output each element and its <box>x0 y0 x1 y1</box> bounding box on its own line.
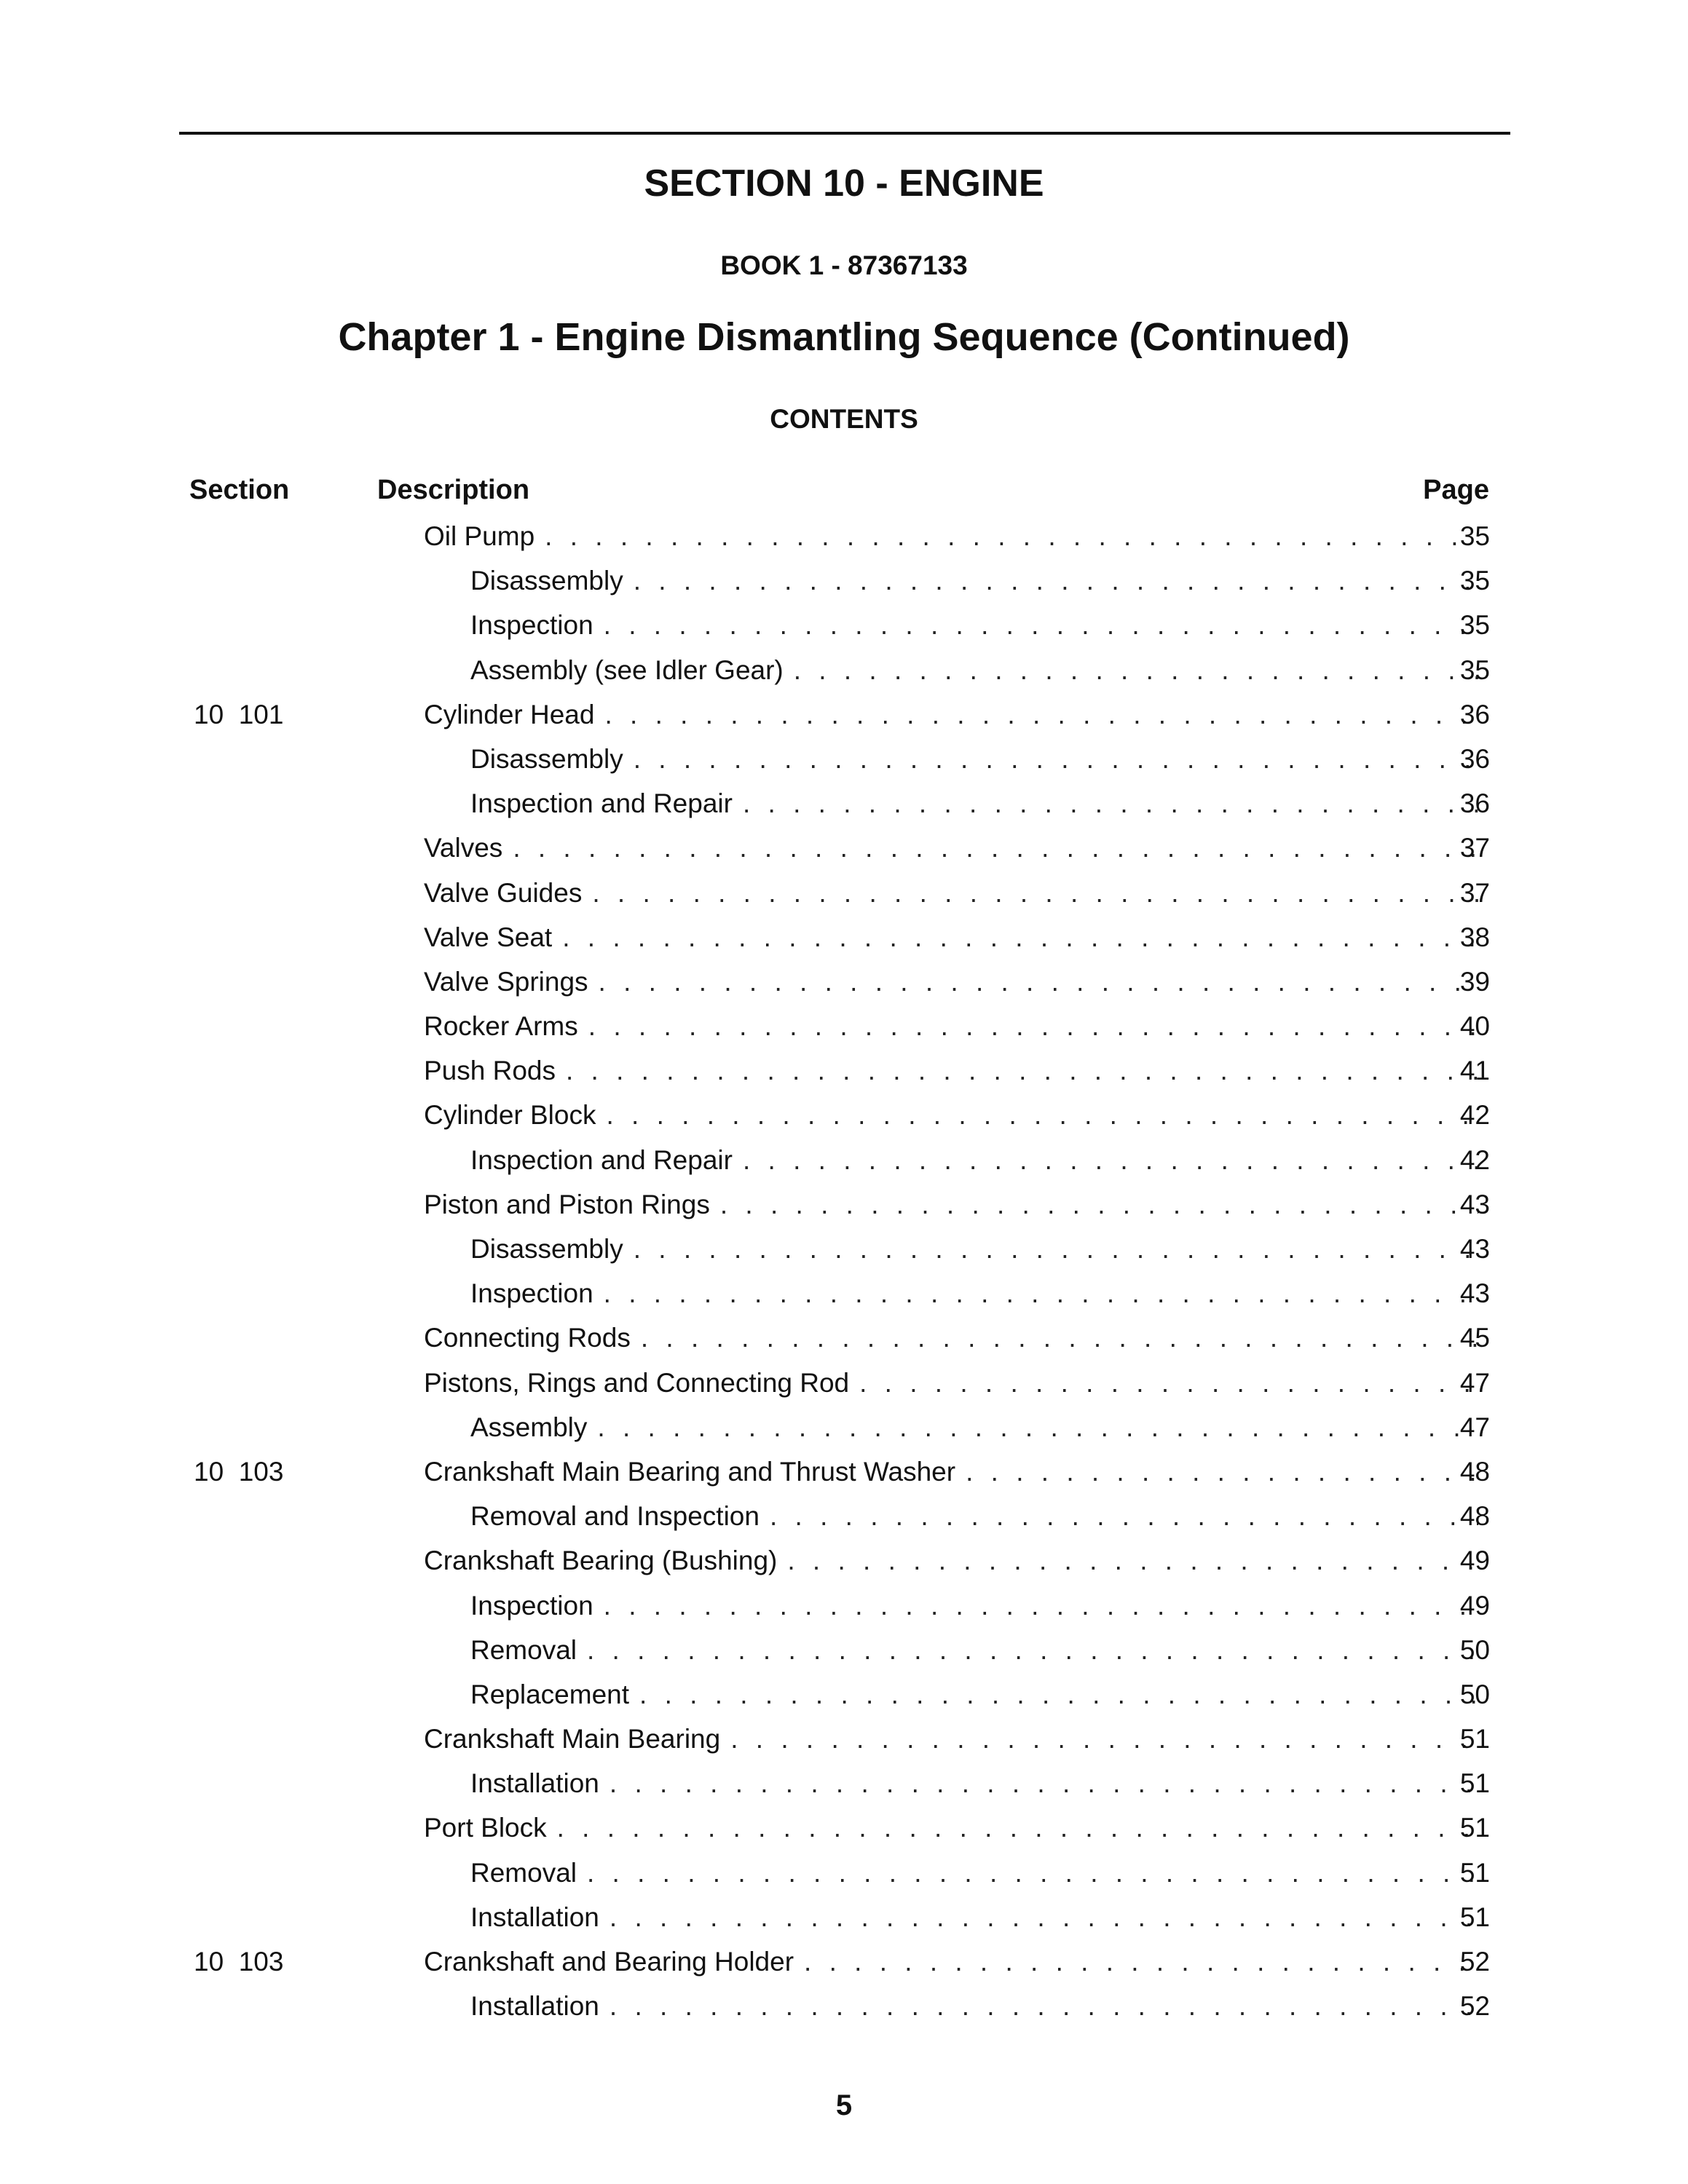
toc-description: Valve Seat <box>424 922 553 952</box>
toc-row <box>0 1984 1688 2028</box>
toc-description: Connecting Rods <box>424 1323 631 1353</box>
dot-leader <box>770 1494 1478 1538</box>
dot-leader <box>730 1717 1478 1761</box>
toc-page-number: 35 <box>1459 610 1490 641</box>
dot-leader <box>557 1805 1478 1850</box>
toc-page-number: 45 <box>1459 1323 1490 1353</box>
toc-entry <box>424 1717 1478 1761</box>
dot-leader <box>743 1138 1478 1182</box>
dot-leader <box>604 1583 1478 1628</box>
dot-leader <box>720 1182 1478 1227</box>
dot-leader <box>587 1851 1478 1895</box>
dot-leader <box>743 781 1478 826</box>
toc-row <box>0 1315 1688 1360</box>
toc-page-number: 38 <box>1459 922 1490 952</box>
toc-row <box>0 1449 1688 1494</box>
toc-description: Pistons, Rings and Connecting Rod <box>424 1367 850 1398</box>
toc-page-number: 49 <box>1459 1546 1490 1576</box>
dot-leader <box>610 1761 1478 1805</box>
toc-entry <box>424 1805 1478 1850</box>
toc-description: Cylinder Block <box>424 1100 596 1131</box>
dot-leader <box>634 558 1478 603</box>
toc-page-number: 37 <box>1459 833 1490 863</box>
dot-leader <box>610 1984 1478 2028</box>
toc-description: Oil Pump <box>424 521 535 551</box>
toc-entry <box>470 1628 1478 1672</box>
toc-row <box>0 603 1688 647</box>
dot-leader <box>641 1315 1478 1360</box>
toc-page-number: 49 <box>1459 1590 1490 1621</box>
dot-leader <box>604 1271 1478 1315</box>
toc-entry <box>424 871 1478 915</box>
toc-page-number: 35 <box>1459 521 1490 551</box>
toc-page-number: 51 <box>1459 1857 1490 1888</box>
toc-row <box>0 1895 1688 1939</box>
toc-page-number: 51 <box>1459 1768 1490 1799</box>
toc-entry <box>424 1048 1478 1093</box>
toc-row <box>0 1093 1688 1137</box>
toc-page-number: 51 <box>1459 1813 1490 1843</box>
dot-leader <box>597 1405 1478 1449</box>
dot-leader <box>859 1361 1478 1405</box>
toc-entry <box>424 1093 1478 1137</box>
toc-description: Removal <box>470 1857 577 1888</box>
dot-leader <box>606 1093 1478 1137</box>
toc-entry <box>424 1361 1478 1405</box>
dot-leader <box>513 826 1478 870</box>
toc-row <box>0 514 1688 558</box>
chapter-title: Chapter 1 - Engine Dismantling Sequence (Continued) <box>338 315 1350 359</box>
toc-entry <box>470 1895 1478 1939</box>
toc-description: Crankshaft Main Bearing <box>424 1724 721 1754</box>
toc-entry <box>470 737 1478 781</box>
toc-row <box>0 558 1688 603</box>
toc-description: Inspection <box>470 1278 593 1309</box>
toc-row <box>0 1761 1688 1805</box>
toc-row <box>0 1672 1688 1717</box>
toc-description: Removal <box>470 1634 577 1665</box>
toc-page-number: 50 <box>1459 1634 1490 1665</box>
toc-entry <box>470 1984 1478 2028</box>
toc-description: Valve Guides <box>424 877 583 908</box>
column-header-description: Description <box>377 475 530 505</box>
column-header-page: Page <box>1423 475 1489 505</box>
contents-title: CONTENTS <box>770 404 918 434</box>
dot-leader <box>587 1628 1478 1672</box>
toc-page-number: 48 <box>1459 1456 1490 1487</box>
toc-description: Installation <box>470 1902 599 1932</box>
dot-leader <box>966 1449 1478 1494</box>
toc-description: Piston and Piston Rings <box>424 1189 710 1219</box>
toc-page-number: 35 <box>1459 654 1490 685</box>
toc-description: Push Rods <box>424 1056 556 1086</box>
toc-entry <box>424 826 1478 870</box>
toc-page-number: 37 <box>1459 877 1490 908</box>
toc-description: Assembly <box>470 1412 588 1442</box>
toc-description: Disassembly <box>470 566 623 596</box>
toc-page-number: 42 <box>1459 1100 1490 1131</box>
toc-description: Disassembly <box>470 743 623 774</box>
toc-page-number: 43 <box>1459 1234 1490 1264</box>
toc-description: Removal and Inspection <box>470 1501 760 1532</box>
toc-entry <box>470 1761 1478 1805</box>
toc-description: Crankshaft Bearing (Bushing) <box>424 1546 778 1576</box>
toc-page-number: 48 <box>1459 1501 1490 1532</box>
dot-leader <box>610 1895 1478 1939</box>
toc-description: Installation <box>470 1991 599 2022</box>
toc-page-number: 40 <box>1459 1011 1490 1042</box>
toc-row <box>0 1494 1688 1538</box>
dot-leader <box>634 1227 1478 1271</box>
toc-row <box>0 1361 1688 1405</box>
dot-leader <box>562 915 1478 960</box>
page-number: 5 <box>835 2089 853 2121</box>
toc-row <box>0 1004 1688 1048</box>
toc-description: Disassembly <box>470 1234 623 1264</box>
toc-row <box>0 1048 1688 1093</box>
dot-leader <box>634 737 1478 781</box>
toc-entry <box>424 960 1478 1004</box>
toc-row <box>0 1628 1688 1672</box>
toc-row <box>0 826 1688 870</box>
toc-row <box>0 781 1688 826</box>
toc-page-number: 43 <box>1459 1278 1490 1309</box>
toc-entry <box>470 1583 1478 1628</box>
toc-entry <box>424 514 1478 558</box>
top-rule <box>179 132 1510 135</box>
toc-page-number: 41 <box>1459 1056 1490 1086</box>
toc-row <box>0 871 1688 915</box>
toc-description: Assembly (see Idler Gear) <box>470 654 784 685</box>
toc-row <box>0 648 1688 692</box>
toc-description: Rocker Arms <box>424 1011 578 1042</box>
toc-page-number: 47 <box>1459 1412 1490 1442</box>
toc-entry <box>470 1851 1478 1895</box>
toc-page-number: 35 <box>1459 566 1490 596</box>
toc-entry <box>424 1538 1478 1583</box>
toc-page-number: 50 <box>1459 1679 1490 1709</box>
toc-description: Crankshaft Main Bearing and Thrust Washer <box>424 1456 956 1487</box>
toc-page-number: 42 <box>1459 1144 1490 1175</box>
toc-row <box>0 915 1688 960</box>
toc-row <box>0 1138 1688 1182</box>
toc-row <box>0 692 1688 737</box>
toc-page-number: 39 <box>1459 966 1490 997</box>
book-title: BOOK 1 - 87367133 <box>720 250 968 280</box>
toc-page-number: 43 <box>1459 1189 1490 1219</box>
toc-entry <box>424 1004 1478 1048</box>
column-header-section: Section <box>189 475 290 505</box>
toc-page-number: 51 <box>1459 1902 1490 1932</box>
toc-description: Crankshaft and Bearing Holder <box>424 1947 794 1977</box>
dot-leader <box>566 1048 1478 1093</box>
toc-row <box>0 1405 1688 1449</box>
toc-entry <box>424 1449 1478 1494</box>
dot-leader <box>604 692 1478 737</box>
toc-description: Port Block <box>424 1813 547 1843</box>
toc-page-number: 51 <box>1459 1724 1490 1754</box>
toc-entry <box>470 1672 1478 1717</box>
dot-leader <box>588 1004 1478 1048</box>
toc-description: Inspection <box>470 1590 593 1621</box>
toc-row <box>0 1271 1688 1315</box>
toc-section-number: 10 103 <box>194 1456 284 1487</box>
toc-section-number: 10 103 <box>194 1947 284 1977</box>
toc-description: Valve Springs <box>424 966 588 997</box>
toc-row <box>0 737 1688 781</box>
toc-page-number: 47 <box>1459 1367 1490 1398</box>
toc-row <box>0 1851 1688 1895</box>
toc-description: Replacement <box>470 1679 630 1709</box>
toc-row <box>0 1227 1688 1271</box>
toc-description: Valves <box>424 833 503 863</box>
toc-entry <box>470 1494 1478 1538</box>
toc-entry <box>424 692 1478 737</box>
toc-description: Inspection and Repair <box>470 788 733 819</box>
toc-description: Inspection <box>470 610 593 641</box>
toc-entry <box>424 1182 1478 1227</box>
toc-entry <box>470 1138 1478 1182</box>
toc-entry <box>424 1939 1478 1984</box>
toc-entry <box>470 1271 1478 1315</box>
dot-leader <box>787 1538 1478 1583</box>
dot-leader <box>604 603 1478 647</box>
dot-leader <box>639 1672 1478 1717</box>
section-title: SECTION 10 - ENGINE <box>644 162 1044 205</box>
toc-row <box>0 1717 1688 1761</box>
dot-leader <box>804 1939 1478 1984</box>
toc-description: Installation <box>470 1768 599 1799</box>
toc-page-number: 36 <box>1459 699 1490 729</box>
toc-row <box>0 1583 1688 1628</box>
toc-description: Cylinder Head <box>424 699 595 729</box>
toc-entry <box>470 558 1478 603</box>
dot-leader <box>794 648 1478 692</box>
toc-entry <box>470 648 1478 692</box>
toc-row <box>0 960 1688 1004</box>
toc-section-number: 10 101 <box>194 699 284 729</box>
toc-row <box>0 1939 1688 1984</box>
toc-entry <box>470 781 1478 826</box>
toc-page-number: 36 <box>1459 788 1490 819</box>
toc-page-number: 52 <box>1459 1947 1490 1977</box>
toc-entry <box>424 915 1478 960</box>
toc-entry <box>470 1227 1478 1271</box>
toc-row <box>0 1538 1688 1583</box>
toc-entry <box>470 603 1478 647</box>
toc-row <box>0 1805 1688 1850</box>
toc-row <box>0 1182 1688 1227</box>
toc-entry <box>424 1315 1478 1360</box>
toc-page-number: 36 <box>1459 743 1490 774</box>
table-of-contents <box>0 514 1688 2028</box>
dot-leader <box>545 514 1478 558</box>
toc-description: Inspection and Repair <box>470 1144 733 1175</box>
toc-page-number: 52 <box>1459 1991 1490 2022</box>
dot-leader <box>592 871 1478 915</box>
toc-entry <box>470 1405 1478 1449</box>
dot-leader <box>599 960 1478 1004</box>
